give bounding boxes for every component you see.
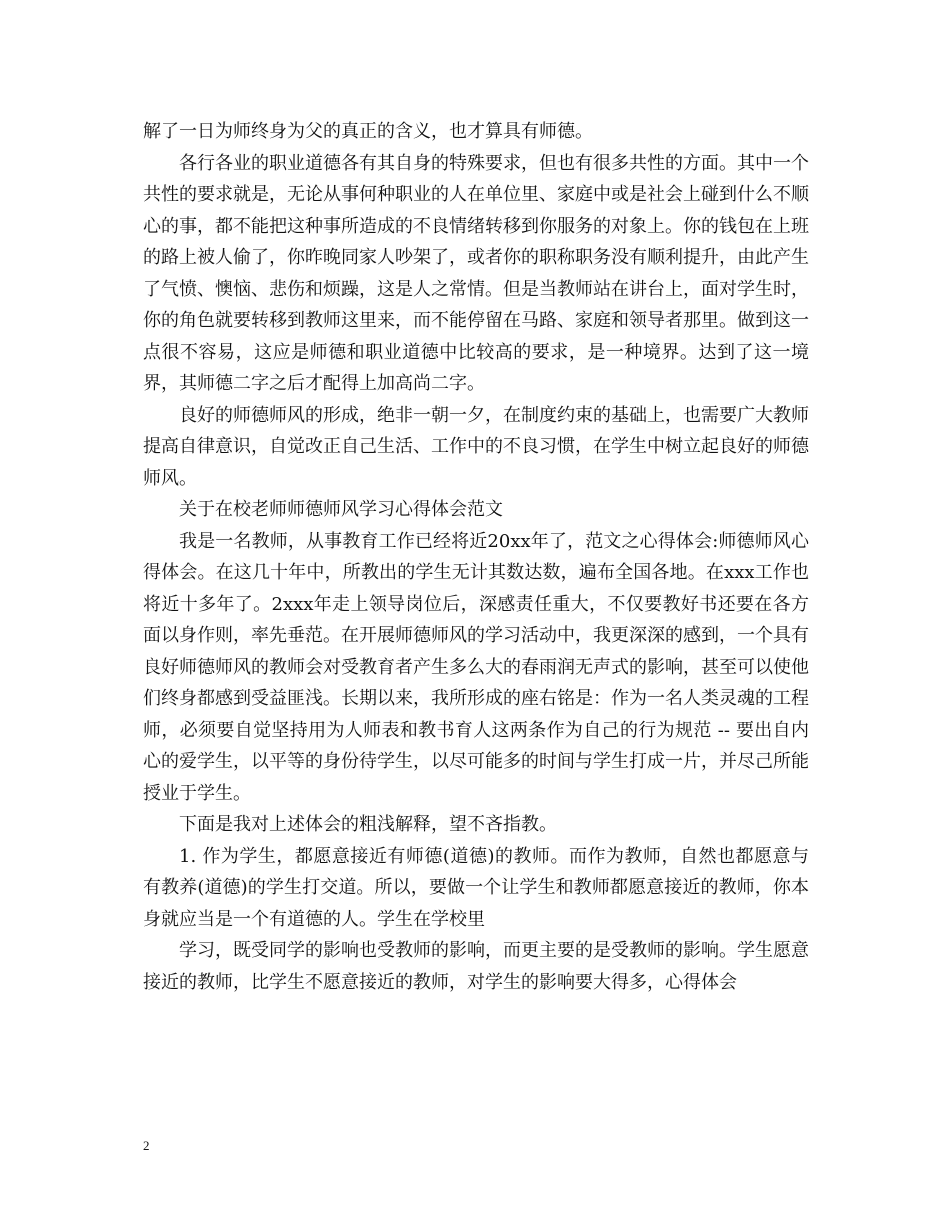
paragraph-1: 解了一日为师终身为父的真正的含义，也才算具有师德。 <box>143 121 593 142</box>
section-heading: 关于在校老师师德师风学习心得体会范文 <box>179 499 503 520</box>
paragraph-4: 我是一名教师，从事教育工作已经将近20xx年了，范文之心得体会:师德师风心得体会。在这几十年中，所教出的学生无计其数达数，遍布全国各地。在xxx工作也将近十多年了。2xxx年走上领导岗位后，深感责任重大，不仅要教好书还要在各方面以身作则，率先垂范。在开展师德师风的学习活动中，我更深深的感到，一个具有良好师德师风的教师会对受教育者产生多么大的春雨润无声式的影响，甚至可以使他们终身都感到受益匪浅。长期以来，我所形成的座右铭是：作为一名人类灵魂的工程师，必须要自觉坚持用为人师表和教书育人这两条作为自己的行为规范 -- 要出自内心的爱学生，以平等的身份待学生，以尽可能多的时间与学生打成一片，并尽己所能授业于学生。 <box>143 530 809 804</box>
paragraph-6: 1. 作为学生，都愿意接近有师德(道德)的教师。而作为教师，自然也都愿意与有教养(道德)的学生打交道。所以，要做一个让学生和教师都愿意接近的教师，你本身就应当是一个有道德的人。学生在学校里 <box>143 845 809 930</box>
paragraph-3: 良好的师德师风的形成，绝非一朝一夕，在制度约束的基础上，也需要广大教师提高自律意识，自觉改正自己生活、工作中的不良习惯，在学生中树立起良好的师德师风。 <box>143 404 809 489</box>
page-number: 2 <box>143 1138 150 1153</box>
paragraph-5: 下面是我对上述体会的粗浅解释，望不吝指教。 <box>179 814 557 835</box>
paragraph-2: 各行各业的职业道德各有其自身的特殊要求，但也有很多共性的方面。其中一个共性的要求就是，无论从事何种职业的人在单位里、家庭中或是社会上碰到什么不顺心的事，都不能把这种事所造成的不良情绪转移到你服务的对象上。你的钱包在上班的路上被人偷了，你昨晚同家人吵架了，或者你的职称职务没有顺利提升，由此产生了气愤、懊恼、悲伤和烦躁，这是人之常情。但是当教师站在讲台上，面对学生时，你的角色就要转移到教师这里来，而不能停留在马路、家庭和领导者那里。做到这一点很不容易，这应是师德和职业道德中比较高的要求，是一种境界。达到了这一境界，其师德二字之后才配得上加高尚二字。 <box>143 152 809 394</box>
paragraph-7: 学习，既受同学的影响也受教师的影响，而更主要的是受教师的影响。学生愿意接近的教师，比学生不愿意接近的教师，对学生的影响要大得多，心得体会 <box>143 940 809 993</box>
document-body <box>143 116 809 998</box>
